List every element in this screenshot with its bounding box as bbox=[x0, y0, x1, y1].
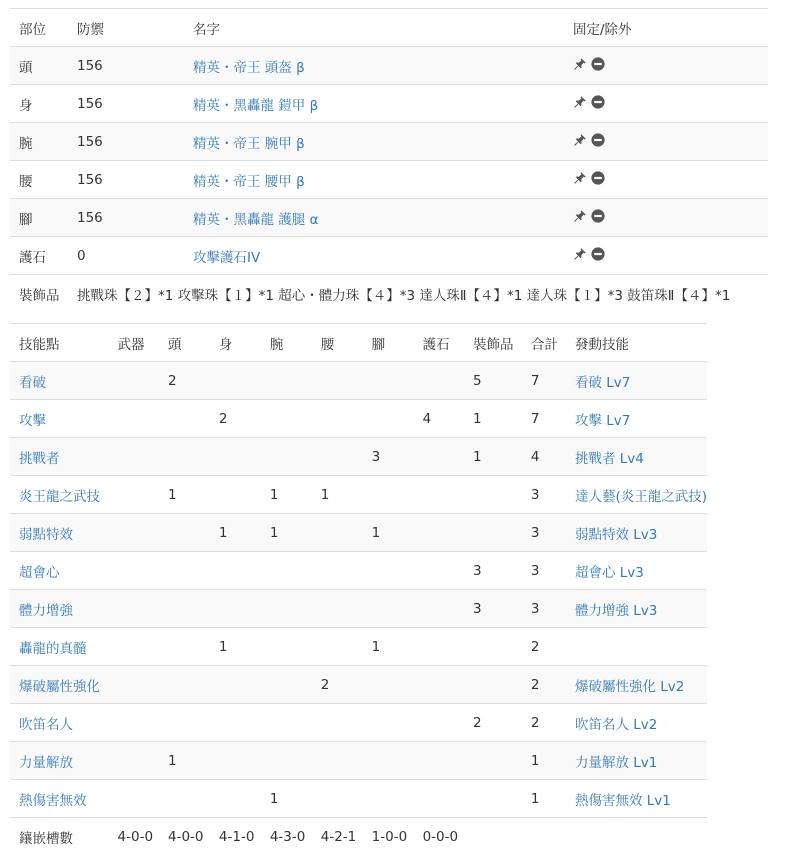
slots-row bbox=[10, 818, 707, 855]
skill-point-cell bbox=[414, 476, 464, 514]
skill-name-link[interactable]: 弱點特效 bbox=[19, 527, 73, 543]
header-fix-exclude: 固定/除外 bbox=[564, 9, 768, 47]
skill-point-cell: 4 bbox=[522, 438, 566, 476]
skill-point-cell: 1 bbox=[159, 476, 210, 514]
skill-point-cell bbox=[261, 590, 312, 628]
skill-name-link[interactable]: 體力增強 bbox=[19, 603, 73, 619]
skill-row bbox=[10, 514, 707, 552]
skill-point-cell: 3 bbox=[464, 590, 522, 628]
skill-row bbox=[10, 704, 707, 742]
active-skill-link[interactable]: 爆破屬性強化 Lv2 bbox=[575, 679, 684, 695]
pin-icon[interactable] bbox=[573, 247, 587, 261]
minus-circle-icon[interactable] bbox=[591, 95, 605, 109]
skill-row bbox=[10, 628, 707, 666]
skill-header-row bbox=[10, 324, 707, 362]
skill-point-cell bbox=[109, 666, 159, 704]
skill-point-cell bbox=[261, 742, 312, 780]
skill-point-cell bbox=[363, 666, 414, 704]
skill-point-cell bbox=[159, 514, 210, 552]
equipment-defense: 156 bbox=[68, 161, 184, 199]
skill-point-cell bbox=[414, 590, 464, 628]
skill-point-cell bbox=[414, 362, 464, 400]
active-skill-cell bbox=[566, 628, 707, 666]
minus-circle-icon[interactable] bbox=[591, 133, 605, 147]
skill-point-cell bbox=[261, 362, 312, 400]
slots-label: 鑲嵌槽數 bbox=[10, 818, 109, 855]
active-skill-link[interactable]: 力量解放 Lv1 bbox=[575, 755, 657, 771]
fix-exclude-cell bbox=[564, 237, 768, 275]
equipment-name-link[interactable]: 精英・帝王 腕甲 β bbox=[193, 136, 305, 152]
skill-header-6: 腳 bbox=[363, 324, 414, 362]
skill-header-9: 合計 bbox=[522, 324, 566, 362]
equipment-name-cell bbox=[184, 237, 564, 275]
skill-name-cell bbox=[10, 438, 109, 476]
skill-point-cell: 2 bbox=[312, 666, 363, 704]
skill-point-cell bbox=[312, 628, 363, 666]
skill-point-cell bbox=[109, 476, 159, 514]
skill-point-cell bbox=[414, 514, 464, 552]
skill-point-cell bbox=[261, 704, 312, 742]
skill-name-cell bbox=[10, 780, 109, 818]
skill-name-cell bbox=[10, 400, 109, 438]
minus-circle-icon[interactable] bbox=[591, 57, 605, 71]
skill-row bbox=[10, 362, 707, 400]
skill-point-cell: 1 bbox=[210, 514, 261, 552]
equipment-body bbox=[10, 47, 768, 313]
skill-point-cell bbox=[261, 438, 312, 476]
slot-value: 4-0-0 bbox=[159, 818, 210, 855]
equipment-part: 腳 bbox=[10, 199, 68, 237]
equipment-row bbox=[10, 123, 768, 161]
fix-exclude-cell bbox=[564, 123, 768, 161]
skill-point-cell bbox=[464, 742, 522, 780]
skill-point-cell: 7 bbox=[522, 362, 566, 400]
skill-row bbox=[10, 590, 707, 628]
skill-point-cell bbox=[109, 704, 159, 742]
skill-row bbox=[10, 552, 707, 590]
equipment-name-cell bbox=[184, 85, 564, 123]
skill-name-cell bbox=[10, 628, 109, 666]
active-skill-link[interactable]: 挑戰者 Lv4 bbox=[575, 451, 644, 467]
skill-header-2: 頭 bbox=[159, 324, 210, 362]
skill-point-cell bbox=[312, 742, 363, 780]
skill-point-cell bbox=[363, 742, 414, 780]
skill-point-cell: 2 bbox=[159, 362, 210, 400]
active-skill-cell bbox=[566, 514, 707, 552]
skill-point-cell bbox=[109, 780, 159, 818]
skill-point-cell bbox=[414, 704, 464, 742]
skill-point-cell: 3 bbox=[464, 552, 522, 590]
skill-point-cell bbox=[414, 742, 464, 780]
skill-point-cell: 2 bbox=[522, 666, 566, 704]
active-skill-link[interactable]: 達人藝(炎王龍之武技) bbox=[575, 489, 707, 505]
active-skill-cell bbox=[566, 476, 707, 514]
skill-point-cell: 7 bbox=[522, 400, 566, 438]
fix-exclude-controls bbox=[573, 171, 605, 185]
skill-point-cell bbox=[210, 552, 261, 590]
skill-point-cell: 2 bbox=[522, 704, 566, 742]
active-skill-link[interactable]: 看破 Lv7 bbox=[575, 375, 630, 391]
fix-exclude-cell bbox=[564, 47, 768, 85]
fix-exclude-cell bbox=[564, 199, 768, 237]
skill-point-cell bbox=[464, 628, 522, 666]
pin-icon[interactable] bbox=[573, 95, 587, 109]
skill-point-cell bbox=[464, 476, 522, 514]
active-skill-cell bbox=[566, 704, 707, 742]
minus-circle-icon[interactable] bbox=[591, 247, 605, 261]
skill-point-cell bbox=[363, 704, 414, 742]
equipment-row bbox=[10, 161, 768, 199]
skill-point-cell bbox=[363, 476, 414, 514]
skill-point-cell bbox=[109, 742, 159, 780]
skill-point-cell bbox=[464, 666, 522, 704]
slot-empty bbox=[522, 818, 566, 855]
skill-point-cell: 1 bbox=[464, 438, 522, 476]
skill-name-cell bbox=[10, 742, 109, 780]
active-skill-cell bbox=[566, 552, 707, 590]
equipment-name-cell bbox=[184, 199, 564, 237]
skill-point-cell bbox=[414, 552, 464, 590]
slot-empty bbox=[566, 818, 707, 855]
equipment-part: 頭 bbox=[10, 47, 68, 85]
skill-name-link[interactable]: 力量解放 bbox=[19, 755, 73, 771]
skill-point-cell bbox=[109, 400, 159, 438]
equipment-row bbox=[10, 85, 768, 123]
equipment-part: 護石 bbox=[10, 237, 68, 275]
skill-point-cell bbox=[312, 780, 363, 818]
minus-circle-icon[interactable] bbox=[591, 171, 605, 185]
skill-point-cell: 1 bbox=[363, 514, 414, 552]
skill-point-cell bbox=[210, 666, 261, 704]
skill-point-cell: 1 bbox=[159, 742, 210, 780]
equipment-header-row bbox=[10, 9, 768, 47]
skill-point-cell bbox=[414, 666, 464, 704]
slot-empty bbox=[464, 818, 522, 855]
equipment-defense: 156 bbox=[68, 123, 184, 161]
skill-point-cell bbox=[109, 362, 159, 400]
skill-point-cell: 1 bbox=[522, 780, 566, 818]
skill-point-cell bbox=[363, 780, 414, 818]
skill-point-cell bbox=[109, 438, 159, 476]
active-skill-cell bbox=[566, 742, 707, 780]
skill-name-cell bbox=[10, 590, 109, 628]
skill-point-cell bbox=[312, 704, 363, 742]
equipment-row bbox=[10, 199, 768, 237]
skill-point-cell: 3 bbox=[363, 438, 414, 476]
active-skill-link[interactable]: 弱點特效 Lv3 bbox=[575, 527, 657, 543]
skill-point-cell bbox=[210, 438, 261, 476]
skill-point-cell bbox=[261, 552, 312, 590]
fix-exclude-controls bbox=[573, 133, 605, 147]
skill-point-cell bbox=[109, 628, 159, 666]
minus-circle-icon[interactable] bbox=[591, 209, 605, 223]
active-skill-cell bbox=[566, 362, 707, 400]
active-skill-link[interactable]: 超會心 Lv3 bbox=[575, 565, 644, 581]
equipment-table bbox=[10, 8, 768, 312]
active-skill-link[interactable]: 熱傷害無效 Lv1 bbox=[575, 793, 671, 809]
skill-point-cell bbox=[210, 362, 261, 400]
skill-point-cell bbox=[261, 628, 312, 666]
slot-value: 4-0-0 bbox=[109, 818, 159, 855]
pin-icon[interactable] bbox=[573, 133, 587, 147]
header-defense: 防禦 bbox=[68, 9, 184, 47]
skill-name-cell bbox=[10, 514, 109, 552]
skill-point-cell bbox=[109, 590, 159, 628]
equipment-name-link[interactable]: 精英・黑轟龍 鎧甲 β bbox=[193, 98, 318, 114]
skill-name-cell bbox=[10, 362, 109, 400]
skill-point-cell bbox=[312, 552, 363, 590]
fix-exclude-controls bbox=[573, 247, 605, 261]
fix-exclude-controls bbox=[573, 209, 605, 223]
equipment-name-link[interactable]: 攻擊護石IV bbox=[193, 250, 260, 266]
skill-point-cell bbox=[464, 514, 522, 552]
skill-point-cell bbox=[363, 362, 414, 400]
skill-point-cell bbox=[414, 438, 464, 476]
skill-header-4: 腕 bbox=[261, 324, 312, 362]
skill-point-cell bbox=[159, 400, 210, 438]
skill-row bbox=[10, 742, 707, 780]
skill-name-link[interactable]: 爆破屬性強化 bbox=[19, 679, 100, 695]
active-skill-cell bbox=[566, 400, 707, 438]
active-skill-link[interactable]: 攻擊 Lv7 bbox=[575, 413, 630, 429]
skill-name-cell bbox=[10, 704, 109, 742]
skill-point-cell: 1 bbox=[363, 628, 414, 666]
active-skill-cell bbox=[566, 590, 707, 628]
skill-name-link[interactable]: 熱傷害無效 bbox=[19, 793, 87, 809]
fix-exclude-cell bbox=[564, 161, 768, 199]
fix-exclude-controls bbox=[573, 95, 605, 109]
pin-icon[interactable] bbox=[573, 171, 587, 185]
active-skill-cell bbox=[566, 438, 707, 476]
skill-point-cell bbox=[312, 438, 363, 476]
skill-name-cell bbox=[10, 476, 109, 514]
skill-point-cell bbox=[210, 476, 261, 514]
skill-point-cell: 1 bbox=[261, 780, 312, 818]
skill-point-cell: 3 bbox=[522, 590, 566, 628]
skill-header-5: 腰 bbox=[312, 324, 363, 362]
active-skill-link[interactable]: 體力增強 Lv3 bbox=[575, 603, 657, 619]
skill-point-cell bbox=[363, 552, 414, 590]
skill-row bbox=[10, 400, 707, 438]
skill-point-cell bbox=[363, 590, 414, 628]
skill-point-cell: 3 bbox=[522, 552, 566, 590]
slot-value: 1-0-0 bbox=[363, 818, 414, 855]
fix-exclude-controls bbox=[573, 57, 605, 71]
equipment-name-cell bbox=[184, 47, 564, 85]
skill-point-cell bbox=[312, 362, 363, 400]
skill-header-0: 技能點 bbox=[10, 324, 109, 362]
equipment-row bbox=[10, 47, 768, 85]
skill-row bbox=[10, 476, 707, 514]
equipment-name-cell bbox=[184, 123, 564, 161]
skill-name-link[interactable]: 轟龍的真髓 bbox=[19, 641, 87, 657]
skill-point-cell bbox=[210, 742, 261, 780]
skill-row bbox=[10, 780, 707, 818]
skill-point-cell bbox=[159, 666, 210, 704]
skill-header-1: 武器 bbox=[109, 324, 159, 362]
skill-point-cell bbox=[109, 514, 159, 552]
skill-name-link[interactable]: 挑戰者 bbox=[19, 451, 60, 467]
equipment-name-link[interactable]: 精英・帝王 腰甲 β bbox=[193, 174, 305, 190]
skill-point-cell bbox=[159, 552, 210, 590]
active-skill-link[interactable]: 吹笛名人 Lv2 bbox=[575, 717, 657, 733]
skill-point-cell bbox=[261, 400, 312, 438]
skill-point-cell bbox=[109, 552, 159, 590]
skill-name-cell bbox=[10, 552, 109, 590]
decorations-list: 挑戰珠【２】*1 攻擊珠【１】*1 超心・體力珠【４】*3 達人珠Ⅱ【４】*1 達人珠【１】*3 鼓笛珠Ⅱ【４】*1 bbox=[68, 275, 768, 313]
equipment-defense: 156 bbox=[68, 47, 184, 85]
equipment-part: 身 bbox=[10, 85, 68, 123]
pin-icon[interactable] bbox=[573, 209, 587, 223]
slot-value: 4-2-1 bbox=[312, 818, 363, 855]
equipment-row bbox=[10, 237, 768, 275]
equipment-defense: 156 bbox=[68, 85, 184, 123]
skill-name-link[interactable]: 超會心 bbox=[19, 565, 60, 581]
skill-point-cell bbox=[159, 628, 210, 666]
equipment-name-link[interactable]: 精英・黑轟龍 護腿 α bbox=[193, 212, 318, 228]
skill-point-cell: 1 bbox=[261, 514, 312, 552]
skill-row bbox=[10, 438, 707, 476]
skill-point-cell: 2 bbox=[464, 704, 522, 742]
skill-point-cell: 3 bbox=[522, 514, 566, 552]
active-skill-cell bbox=[566, 666, 707, 704]
skill-point-cell: 1 bbox=[522, 742, 566, 780]
skill-point-cell: 2 bbox=[210, 400, 261, 438]
slot-value: 0-0-0 bbox=[414, 818, 464, 855]
skill-name-link[interactable]: 吹笛名人 bbox=[19, 717, 73, 733]
skill-point-cell bbox=[210, 780, 261, 818]
skill-point-cell bbox=[159, 438, 210, 476]
skill-point-cell bbox=[414, 628, 464, 666]
skill-point-cell: 5 bbox=[464, 362, 522, 400]
equipment-defense: 0 bbox=[68, 237, 184, 275]
active-skill-cell bbox=[566, 780, 707, 818]
equipment-name-cell bbox=[184, 161, 564, 199]
skill-name-link[interactable]: 炎王龍之武技 bbox=[19, 489, 100, 505]
header-name: 名字 bbox=[184, 9, 564, 47]
skill-point-cell: 3 bbox=[522, 476, 566, 514]
skill-point-cell bbox=[464, 780, 522, 818]
skill-point-cell: 1 bbox=[312, 476, 363, 514]
skill-name-link[interactable]: 攻擊 bbox=[19, 413, 46, 429]
skill-point-cell bbox=[363, 400, 414, 438]
skill-name-link[interactable]: 看破 bbox=[19, 375, 46, 391]
equipment-defense: 156 bbox=[68, 199, 184, 237]
skill-point-cell: 1 bbox=[464, 400, 522, 438]
skill-point-cell: 4 bbox=[414, 400, 464, 438]
skill-point-cell: 2 bbox=[522, 628, 566, 666]
skill-table bbox=[10, 323, 707, 855]
decorations-row bbox=[10, 275, 768, 313]
skill-point-cell bbox=[159, 590, 210, 628]
skill-point-cell bbox=[210, 590, 261, 628]
skill-body bbox=[10, 362, 707, 855]
pin-icon[interactable] bbox=[573, 57, 587, 71]
skill-point-cell bbox=[312, 400, 363, 438]
skill-name-cell bbox=[10, 666, 109, 704]
skill-point-cell bbox=[210, 704, 261, 742]
skill-point-cell bbox=[414, 780, 464, 818]
skill-header-3: 身 bbox=[210, 324, 261, 362]
skill-point-cell: 1 bbox=[210, 628, 261, 666]
skill-point-cell bbox=[312, 514, 363, 552]
skill-point-cell: 1 bbox=[261, 476, 312, 514]
skill-row bbox=[10, 666, 707, 704]
equipment-part: 腕 bbox=[10, 123, 68, 161]
skill-header-8: 裝飾品 bbox=[464, 324, 522, 362]
slot-value: 4-1-0 bbox=[210, 818, 261, 855]
slot-value: 4-3-0 bbox=[261, 818, 312, 855]
equipment-name-link[interactable]: 精英・帝王 頭盔 β bbox=[193, 60, 305, 76]
header-part: 部位 bbox=[10, 9, 68, 47]
skill-point-cell bbox=[159, 780, 210, 818]
skill-header-10: 發動技能 bbox=[566, 324, 707, 362]
decorations-label: 裝飾品 bbox=[10, 275, 68, 313]
skill-header-7: 護石 bbox=[414, 324, 464, 362]
skill-point-cell bbox=[261, 666, 312, 704]
equipment-part: 腰 bbox=[10, 161, 68, 199]
fix-exclude-cell bbox=[564, 85, 768, 123]
skill-point-cell bbox=[159, 704, 210, 742]
skill-point-cell bbox=[312, 590, 363, 628]
